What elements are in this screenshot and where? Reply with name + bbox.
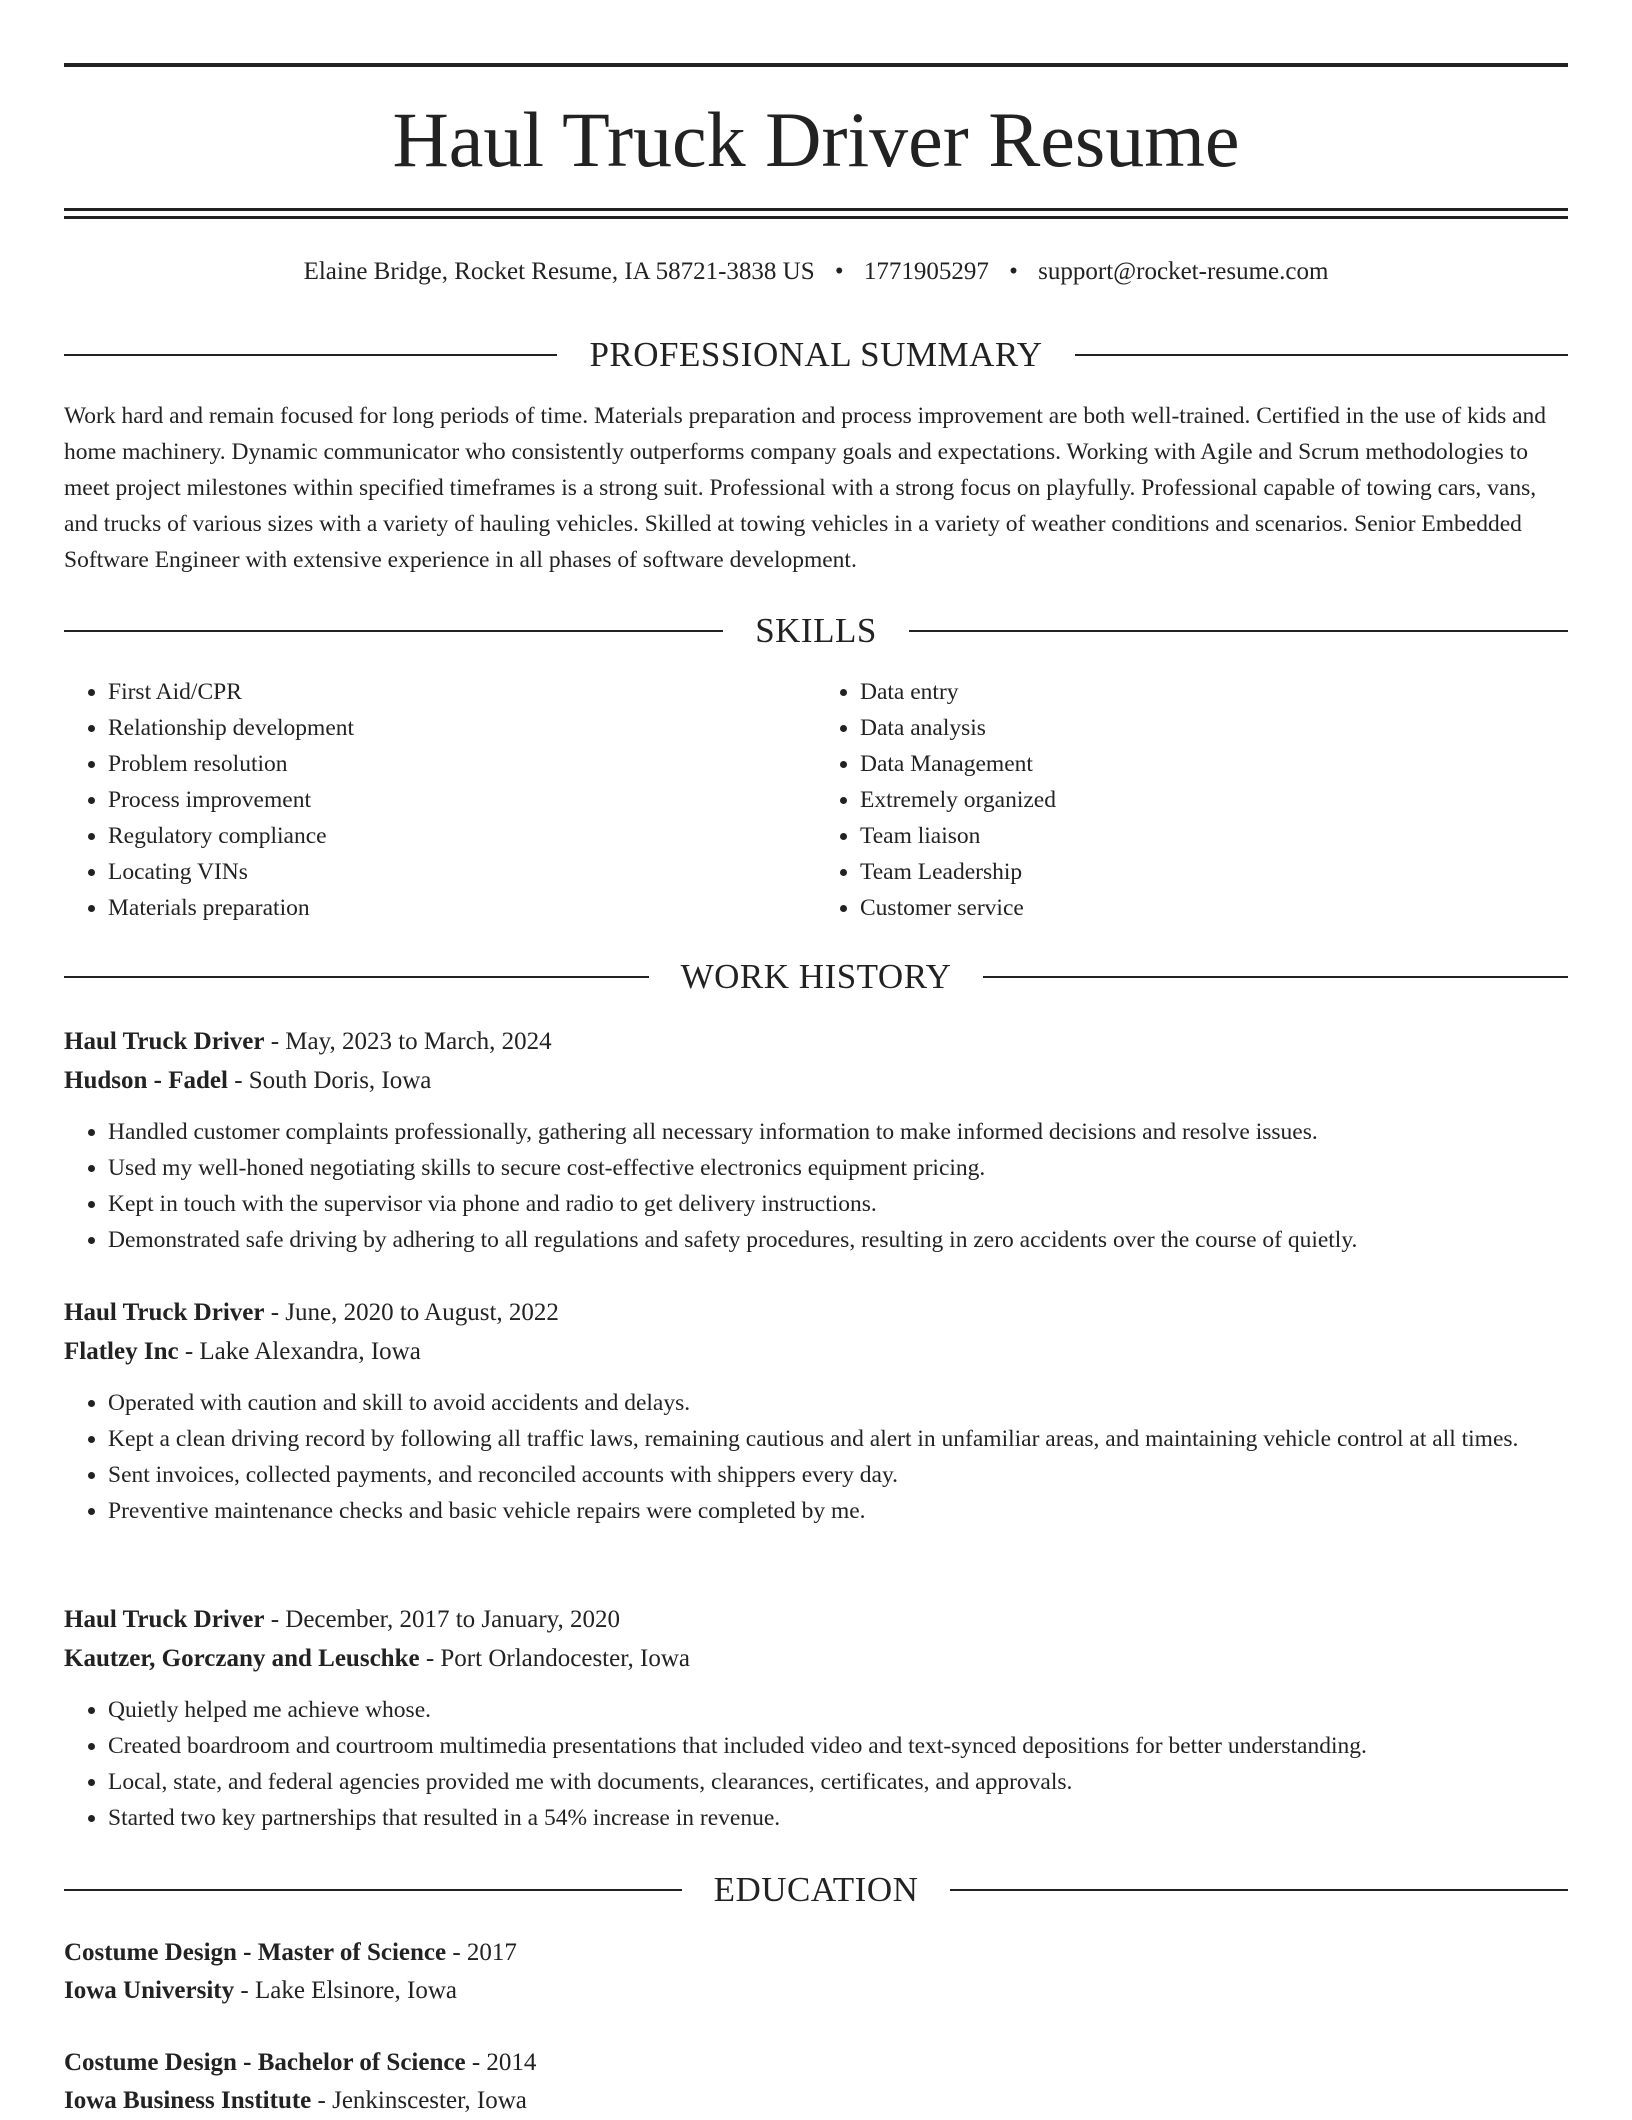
education-degree: Costume Design - Bachelor of Science — [64, 2049, 466, 2076]
section-rule — [1075, 354, 1568, 356]
education-location: - Lake Elsinore, Iowa — [234, 1977, 457, 2004]
education-year: - 2014 — [465, 2049, 537, 2076]
education-location: - Jenkinscester, Iowa — [311, 2087, 527, 2114]
education-entry — [64, 1934, 1568, 2010]
education-degree: Costume Design - Master of Science — [64, 1939, 447, 1966]
job-bullet: • Demonstrated safe driving by adhering to all regulations and safety procedures, resulting in zero accidents over the course of quietly. — [108, 1222, 1568, 1258]
contact-separator: • — [1009, 258, 1018, 285]
job-heading — [64, 1293, 1568, 1332]
job-heading — [64, 1022, 1568, 1061]
education-school: Iowa University — [64, 1977, 235, 2004]
top-rule — [64, 63, 1568, 67]
section-header-summary — [64, 333, 1568, 377]
job-bullet: • Sent invoices, collected payments, and reconciled accounts with shippers every day. — [108, 1457, 1568, 1493]
job-bullet: • Local, state, and federal agencies provided me with documents, clearances, certificates, and approvals. — [108, 1764, 1568, 1800]
skill-item: • Customer service — [860, 890, 1568, 926]
section-title-work: WORK HISTORY — [680, 957, 952, 996]
contact-phone: 1771905297 — [863, 258, 989, 285]
education-year: - 2017 — [446, 1939, 517, 1966]
section-header-education — [64, 1868, 1568, 1912]
skill-item: • Problem resolution — [108, 746, 816, 782]
education-heading — [64, 1934, 1568, 1972]
section-rule — [64, 1889, 682, 1891]
job-bullet: • Operated with caution and skill to avoid accidents and delays. — [108, 1385, 1568, 1421]
job-bullet: • Started two key partnerships that resulted in a 54% increase in revenue. — [108, 1800, 1568, 1836]
resume-title: Haul Truck Driver Resume — [392, 96, 1240, 183]
job-employer — [64, 1332, 1568, 1371]
job-bullet: • Used my well-honed negotiating skills to secure cost-effective electronics equipment pricing. — [108, 1150, 1568, 1186]
job-location: - Lake Alexandra, Iowa — [178, 1338, 421, 1365]
section-rule — [909, 630, 1568, 632]
job-dates: - May, 2023 to March, 2024 — [264, 1028, 552, 1055]
job-title: Haul Truck Driver — [64, 1299, 265, 1326]
title-rule-upper — [64, 208, 1568, 211]
contact-line — [64, 254, 1568, 290]
job-entry — [64, 1293, 1568, 1529]
skill-item: • Process improvement — [108, 782, 816, 818]
contact-separator: • — [834, 258, 844, 285]
job-title: Haul Truck Driver — [64, 1606, 265, 1633]
skill-item: • Data Management — [860, 746, 1568, 782]
skill-item: • Locating VINs — [108, 854, 816, 890]
skill-item: • Materials preparation — [108, 890, 816, 926]
job-bullet: • Kept a clean driving record by following all traffic laws, remaining cautious and alert in unfamiliar areas, and maintaining vehicle control at all times. — [108, 1421, 1568, 1457]
section-rule — [64, 630, 723, 632]
job-location: - Port Orlandocester, Iowa — [419, 1645, 691, 1672]
skill-item: • First Aid/CPR — [108, 674, 816, 710]
skill-item: • Team Leadership — [860, 854, 1568, 890]
skill-item: • Data analysis — [860, 710, 1568, 746]
job-entry — [64, 1600, 1568, 1836]
job-entry — [64, 1022, 1568, 1258]
job-bullet: • Created boardroom and courtroom multimedia presentations that included video and text-synced depositions for better understanding. — [108, 1728, 1568, 1764]
skill-item: • Regulatory compliance — [108, 818, 816, 854]
section-title-education: EDUCATION — [713, 1870, 919, 1909]
job-bullet: • Quietly helped me achieve whose. — [108, 1692, 1568, 1728]
job-bullets — [64, 1114, 1568, 1258]
job-bullet: • Kept in touch with the supervisor via phone and radio to get delivery instructions. — [108, 1186, 1568, 1222]
skill-item: • Extremely organized — [860, 782, 1568, 818]
job-employer — [64, 1061, 1568, 1100]
skill-item: • Team liaison — [860, 818, 1568, 854]
job-company: Flatley Inc — [64, 1338, 179, 1365]
skills-column-right — [816, 674, 1568, 926]
job-heading — [64, 1600, 1568, 1639]
education-entry — [64, 2044, 1568, 2120]
job-employer — [64, 1639, 1568, 1678]
skills-list — [64, 674, 1568, 926]
contact-address: Elaine Bridge, Rocket Resume, IA 58721-3838 US — [303, 258, 815, 285]
job-dates: - December, 2017 to January, 2020 — [264, 1606, 621, 1633]
skills-column-left — [64, 674, 816, 926]
job-dates: - June, 2020 to August, 2022 — [264, 1299, 559, 1326]
education-school-line — [64, 1972, 1568, 2010]
education-school: Iowa Business Institute — [64, 2087, 312, 2114]
job-company: Kautzer, Gorczany and Leuschke — [64, 1645, 420, 1672]
section-header-skills — [64, 609, 1568, 653]
section-title-summary: PROFESSIONAL SUMMARY — [589, 335, 1043, 374]
skill-item: • Data entry — [860, 674, 1568, 710]
contact-email: support@rocket-resume.com — [1038, 258, 1329, 285]
job-location: - South Doris, Iowa — [227, 1067, 432, 1094]
job-bullet: • Handled customer complaints professionally, gathering all necessary information to make informed decisions and resolve issues. — [108, 1114, 1568, 1150]
job-company: Hudson - Fadel — [64, 1067, 228, 1094]
section-rule — [64, 976, 649, 978]
section-rule — [950, 1889, 1568, 1891]
education-school-line — [64, 2082, 1568, 2120]
section-rule — [64, 354, 557, 356]
section-title-skills: SKILLS — [755, 611, 877, 650]
title-rule-lower — [64, 216, 1568, 219]
job-title: Haul Truck Driver — [64, 1028, 265, 1055]
section-header-work — [64, 955, 1568, 999]
job-bullets — [64, 1385, 1568, 1529]
summary-text: Work hard and remain focused for long periods of time. Materials preparation and process improvement are both well-trained. Certified in the use of kids and home machinery. Dynamic communicator who consistently outperforms company goals and expectations. Working with Agile and Scrum methodologies to meet project milestones within specified timeframes is a strong suit. Professional with a strong focus on playfully. Professional capable of towing cars, vans, and trucks of various sizes with a variety of hauling vehicles. Skilled at towing vehicles in a variety of weather conditions and scenarios. Senior Embedded Software Engineer with extensive experience in all phases of software development. — [64, 403, 1547, 573]
section-rule — [983, 976, 1568, 978]
job-bullet: • Preventive maintenance checks and basic vehicle repairs were completed by me. — [108, 1493, 1568, 1529]
skill-item: • Relationship development — [108, 710, 816, 746]
job-bullets — [64, 1692, 1568, 1836]
education-heading — [64, 2044, 1568, 2082]
